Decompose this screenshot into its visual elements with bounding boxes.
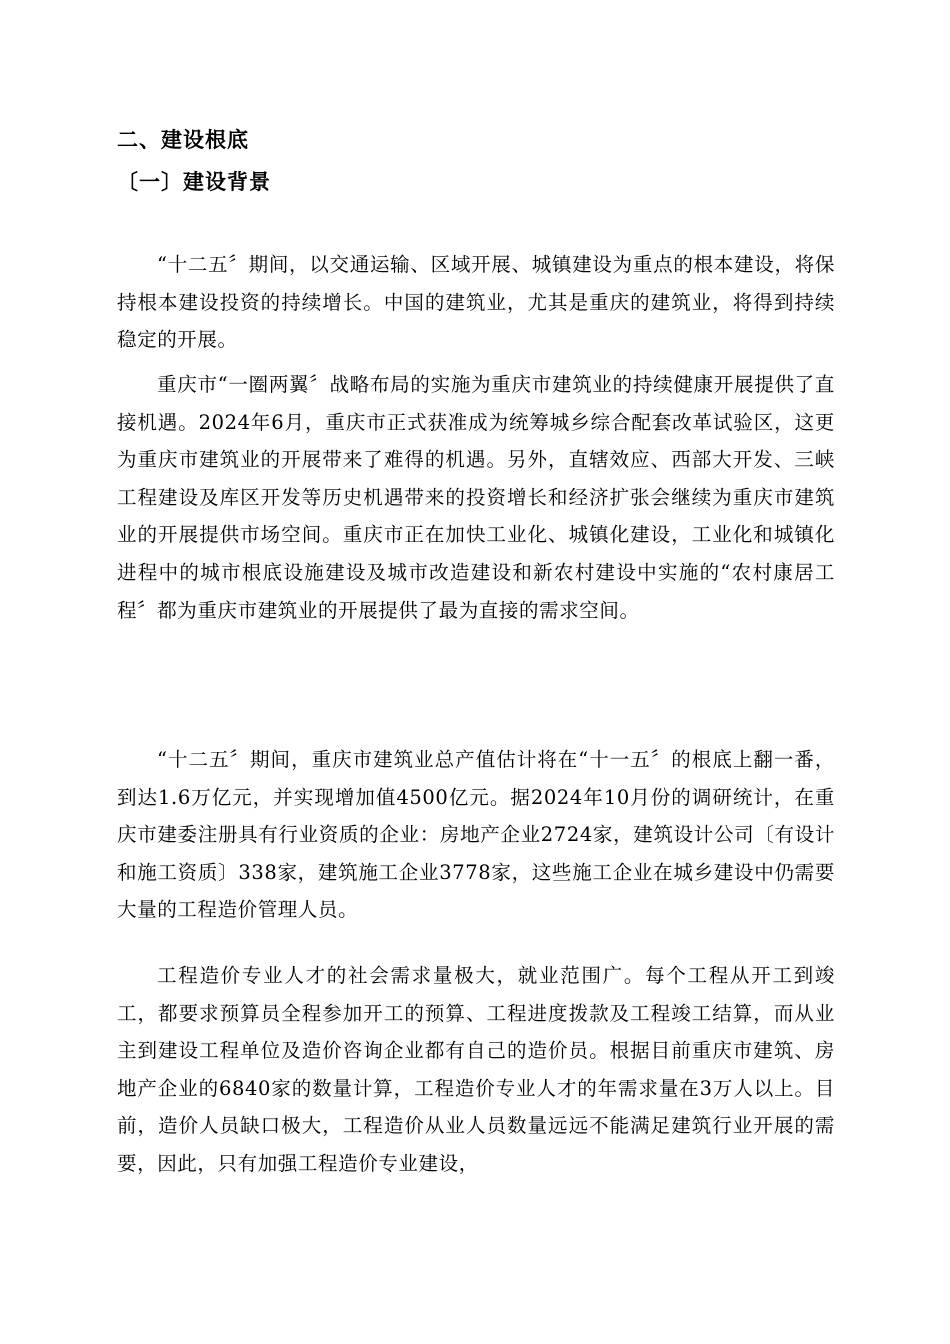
paragraph-five-year-plan: “十二五〞期间，以交通运输、区域开展、城镇建设为重点的根本建设，将保持根本建设投资的持续增长。中国的建筑业，尤其是重庆的建筑业，将得到持续稳定的开展。: [117, 253, 835, 352]
paragraph-output-statistics: “十二五〞期间，重庆市建筑业总产值估计将在“十一五〞的根底上翻一番，到达1.6万亿元，并实现增加值4500亿元。据2024年10月份的调研统计，在重庆市建委注册具有行业资质的企业：房地产企业2724家，建筑设计公司〔有设计和施工资质〕338家，建筑施工企业3778家，这些施工企业在城乡建设中仍需要大量的工程造价管理人员。: [117, 748, 835, 922]
paragraph-talent-demand: 工程造价专业人才的社会需求量极大，就业范围广。每个工程从开工到竣工，都要求预算员全程参加开工的预算、工程进度拨款及工程竣工结算，而从业主到建设工程单位及造价咨询企业都有自己的造价员。根据目前重庆市建筑、房地产企业的6840家的数量计算，工程造价专业人才的年需求量在3万人以上。目前，造价人员缺口极大，工程造价从业人员数量远远不能满足建筑行业开展的需要，因此，只有加强工程造价专业建设，: [117, 964, 835, 1175]
paragraph-strategy-opportunity: 重庆市“一圈两翼〞战略布局的实施为重庆市建筑业的持续健康开展提供了直接机遇。2024年6月，重庆市正式获准成为统筹城乡综合配套改革试验区，这更为重庆市建筑业的开展带来了难得的机遇。另外，直辖效应、西部大开发、三峡工程建设及库区开发等历史机遇带来的投资增长和经济扩张会继续为重庆市建筑业的开展提供市场空间。重庆市正在加快工业化、城镇化建设，工业化和城镇化进程中的城市根底设施建设及城市改造建设和新农村建设中实施的“农村康居工程〞都为重庆市建筑业的开展提供了最为直接的需求空间。: [117, 373, 835, 622]
section-heading: 二、建设根底: [117, 128, 249, 152]
subsection-heading: 〔一〕建设背景: [117, 170, 271, 194]
